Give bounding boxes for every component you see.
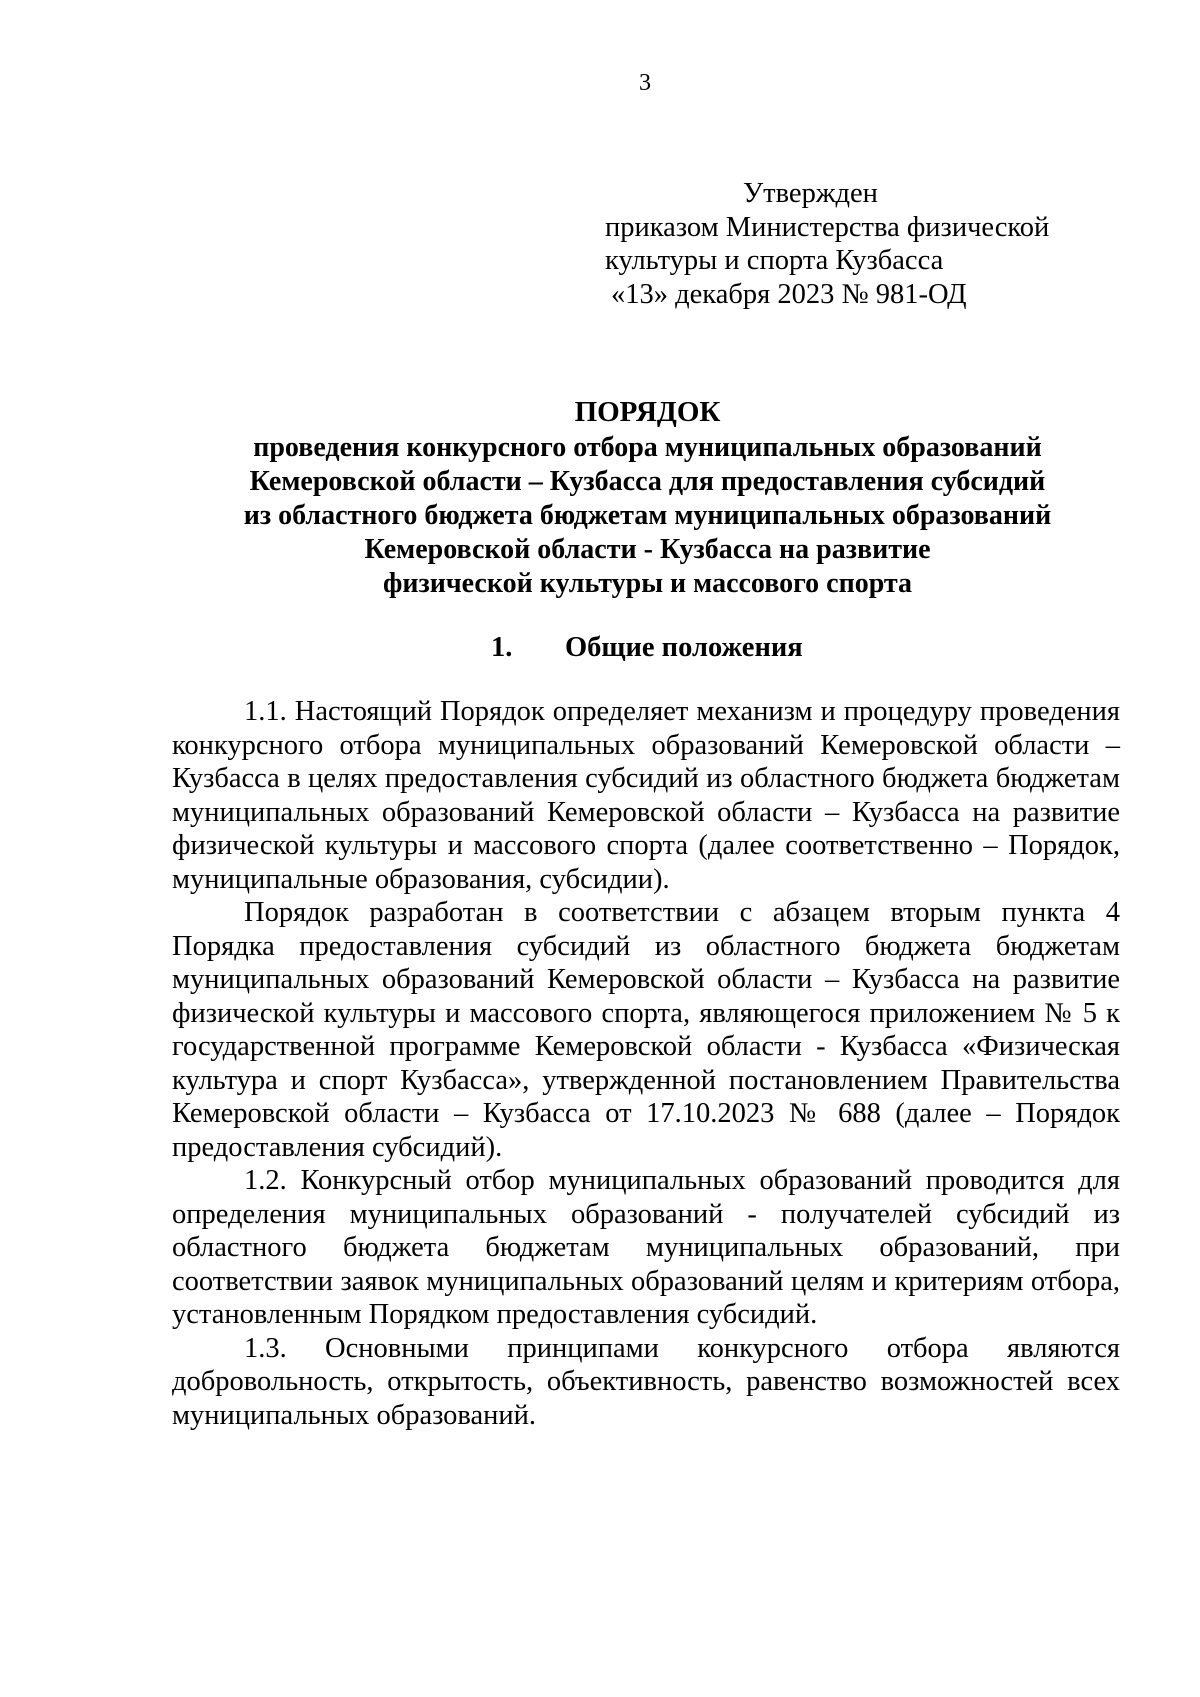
section-title: Общие положения [565,632,803,663]
approval-line-ministry: культуры и спорта Кузбасса [605,245,944,276]
approval-line-order: приказом Министерства физической [605,211,1050,243]
approval-line-date: «13» декабря 2023 № 981-ОД [611,278,967,310]
document-title-line: проведения конкурсного отбора муниципальных образований [253,432,1042,463]
document-title-line: из областного бюджета бюджетам муниципальных образований [243,500,1052,531]
section-number: 1. [491,632,513,663]
approval-block [605,177,1049,311]
document-title [175,395,1120,601]
paragraph-1-3: 1.3. Основными принципами конкурсного отбора являются добровольность, открытость, объективность, равенство возможностей всех муниципальных образований. [172,1332,1120,1431]
document-title-line: Кемеровской области - Кузбасса на развитие [364,534,931,565]
body-text [172,695,1120,1432]
paragraph-1-1: 1.1. Настоящий Порядок определяет механизм и процедуру проведения конкурсного отбора муниципальных образований Кемеровской области – Кузбасса в целях предоставления субсидий из областного бюджета бюджетам муниципальных образований Кемеровской области – Кузбасса на развитие физической культуры и массового спорта (далее соответственно – Порядок, муниципальные образования, субсидии). [172,696,1120,895]
approval-line-approved: Утвержден [743,178,878,209]
document-title-main: ПОРЯДОК [574,396,721,428]
paragraph-basis: Порядок разработан в соответствии с абзацем вторым пункта 4 Порядка предоставления субсидий из областного бюджета бюджетам муниципальных образований Кемеровской области – Кузбасса на развитие физической культуры и массового спорта, являющегося приложением № 5 к государственной программе Кемеровской области - Кузбасса «Физическая культура и спорт Кузбасса», утвержденной постановлением Правительства Кемеровской области – Кузбасса от 17.10.2023 № 688 (далее – Порядок предоставления субсидий). [172,897,1120,1163]
paragraph-1-2: 1.2. Конкурсный отбор муниципальных образований проводится для определения муниципальных образований - получателей субсидий из областного бюджета бюджетам муниципальных образований, при соответствии заявок муниципальных образований целям и критериям отбора, установленным Порядком предоставления субсидий. [172,1165,1120,1330]
document-title-line: Кемеровской области – Кузбасса для предоставления субсидий [249,466,1046,497]
page-number: 3 [639,70,651,96]
document-title-line: физической культуры и массового спорта [382,568,913,599]
